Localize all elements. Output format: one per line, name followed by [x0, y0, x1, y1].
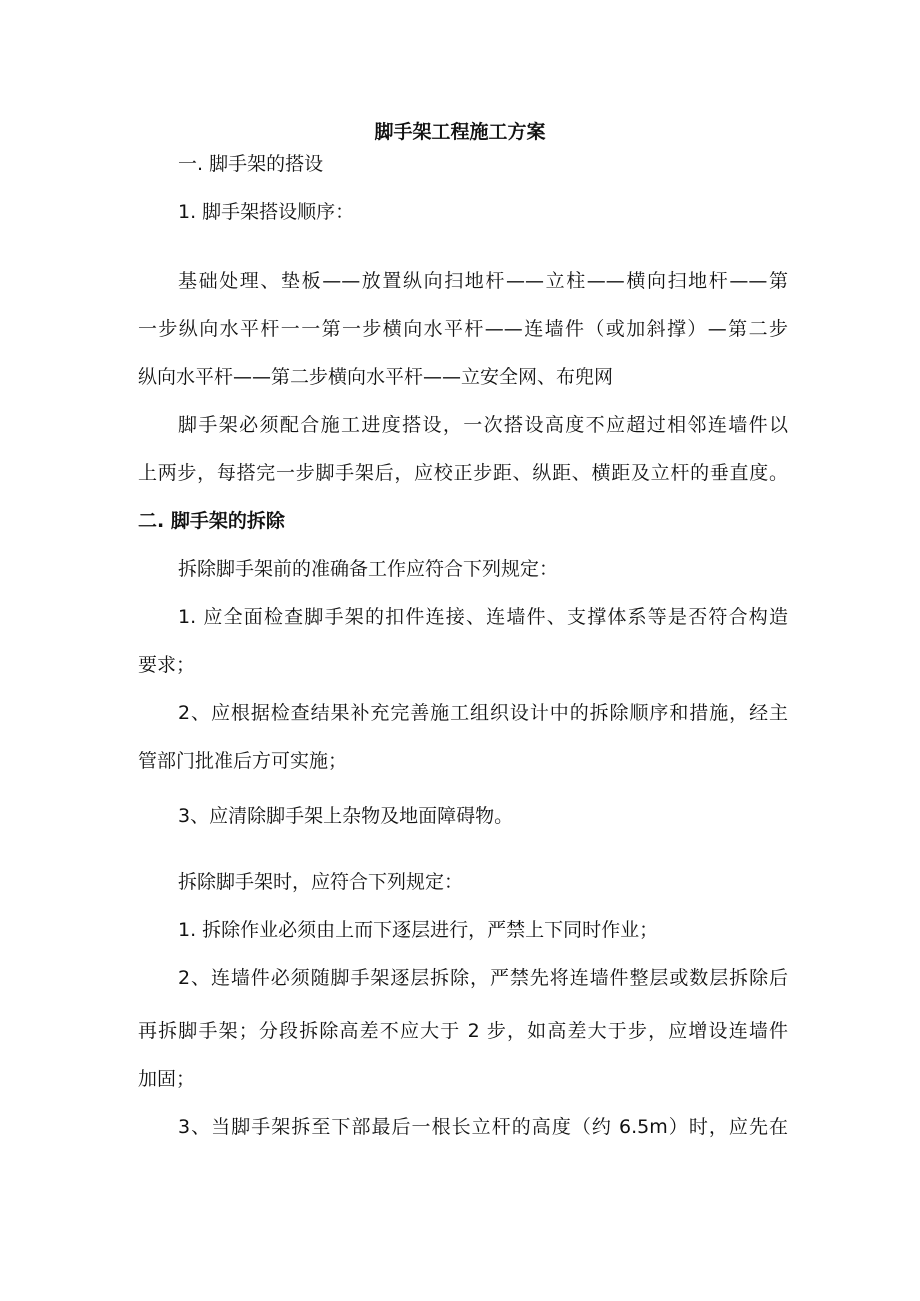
document-title: 脚手架工程施工方案 [374, 121, 546, 143]
dismantle-item2-line-1: 2、连墙件必须随脚手架逐层拆除，严禁先将连墙件整层或数层拆除后 [178, 967, 788, 989]
sequence-line-3: 纵向水平杆——第二步横向水平杆——立安全网、布兜网 [138, 366, 614, 388]
prep-item2-line-1: 2、应根据检查结果补充完善施工组织设计中的拆除顺序和措施，经主 [178, 702, 788, 724]
prep-item3: 3、应清除脚手架上杂物及地面障碍物。 [178, 805, 514, 827]
sequence-line-2: 一步纵向水平杆一一第一步横向水平杆——连墙件（或加斜撑）—第二步 [138, 318, 788, 340]
prep-intro: 拆除脚手架前的准确备工作应符合下列规定： [178, 558, 559, 580]
dismantle-intro: 拆除脚手架时，应符合下列规定： [178, 871, 464, 893]
dismantle-item2-line-3: 加固； [138, 1068, 196, 1090]
dismantle-item3-line-1: 3、当脚手架拆至下部最后一根长立杆的高度（约 6.5m）时，应先在 [178, 1116, 788, 1138]
prep-item1-line-1: 1. 应全面检查脚手架的扣件连接、连墙件、支撑体系等是否符合构造 [178, 606, 788, 628]
section1-item1-heading: 1. 脚手架搭设顺序： [178, 201, 355, 223]
requirement-line-1: 脚手架必须配合施工进度搭设，一次搭设高度不应超过相邻连墙件以 [178, 414, 788, 436]
prep-item1-line-2: 要求； [138, 654, 196, 676]
sequence-line-1: 基础处理、垫板——放置纵向扫地杆——立柱——横向扫地杆——第 [178, 270, 788, 292]
requirement-line-2: 上两步，每搭完一步脚手架后，应校正步距、纵距、横距及立杆的垂直度。 [138, 462, 788, 484]
section2-heading: 二. 脚手架的拆除 [138, 510, 285, 532]
dismantle-item2-line-2: 再拆脚手架；分段拆除高差不应大于 2 步，如高差大于步，应增设连墙件 [138, 1020, 788, 1042]
section1-heading: 一. 脚手架的搭设 [178, 153, 324, 175]
dismantle-item1: 1. 拆除作业必须由上而下逐层进行，严禁上下同时作业； [178, 919, 659, 941]
prep-item2-line-2: 管部门批准后方可实施； [138, 750, 348, 772]
